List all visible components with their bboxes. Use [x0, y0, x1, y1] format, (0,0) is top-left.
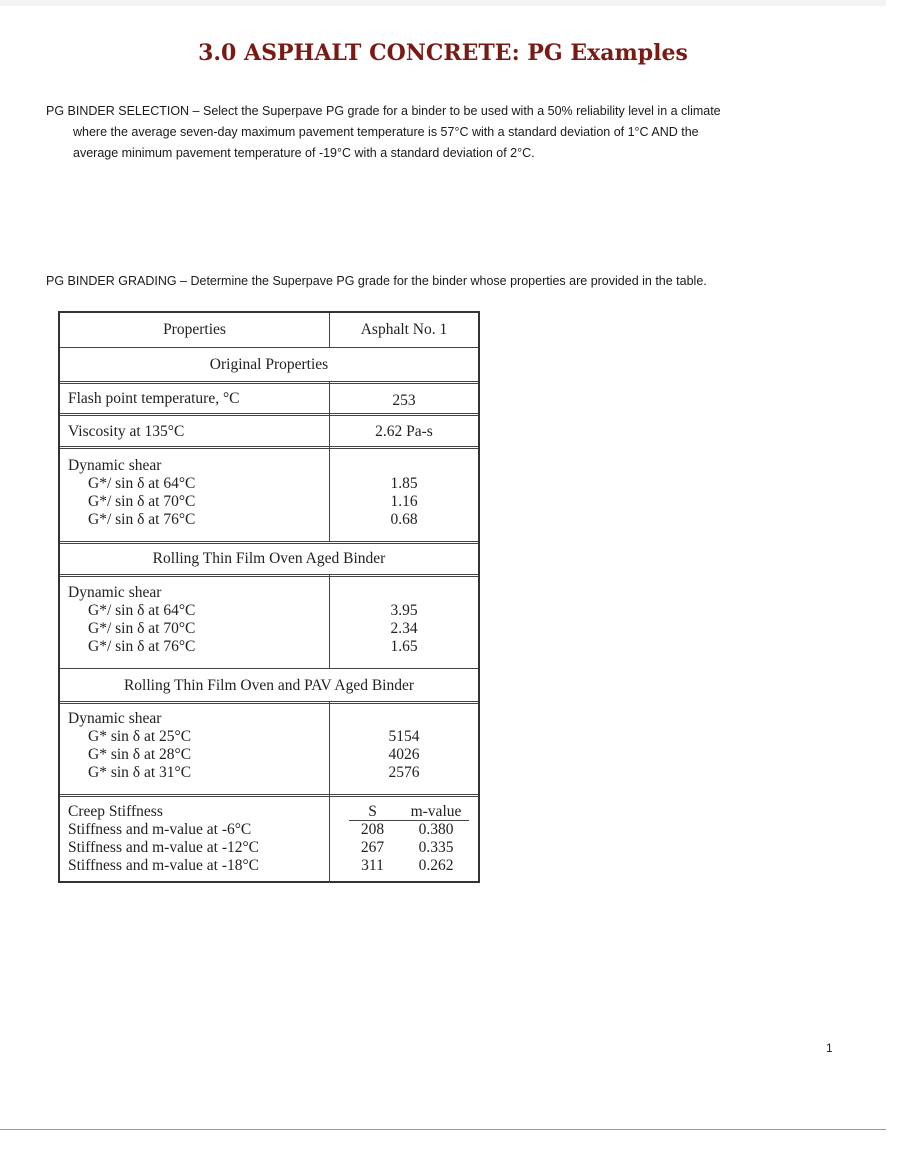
- section-pav-aged: Rolling Thin Film Oven and PAV Aged Binder: [123, 677, 415, 694]
- creep-stiffness-label: Creep Stiffness: [68, 803, 163, 820]
- header-asphalt-no-1: Asphalt No. 1: [360, 321, 448, 338]
- creep-m-value: 0.380: [418, 821, 454, 838]
- pav-dynamic-shear-value: 4026: [388, 746, 420, 763]
- creep-s-value: 311: [361, 857, 384, 874]
- rtfo-dynamic-shear-values: [330, 602, 478, 656]
- creep-s-header: S: [368, 803, 377, 820]
- table-rule: [60, 446, 478, 449]
- page-number: 1: [826, 1041, 833, 1055]
- header-properties: Properties: [163, 321, 226, 338]
- original-dynamic-shear-row-label: G*/ sin δ at 70°C: [88, 493, 196, 510]
- original-dynamic-shear-label: Dynamic shear: [68, 457, 162, 474]
- rtfo-dynamic-shear-row-label: G*/ sin δ at 64°C: [88, 602, 196, 619]
- original-dynamic-shear-group: [68, 457, 195, 529]
- pav-dynamic-shear-value: 2576: [388, 764, 420, 781]
- creep-stiffness-group: [68, 803, 259, 875]
- creep-m-header: m-value: [410, 803, 462, 820]
- original-dynamic-shear-value: 1.16: [390, 493, 418, 510]
- rtfo-dynamic-shear-label: Dynamic shear: [68, 584, 162, 601]
- table-rule: [60, 347, 478, 348]
- creep-m-value: 0.335: [418, 839, 454, 856]
- page-top-band: [0, 0, 886, 6]
- pav-dynamic-shear-row-label: G* sin δ at 31°C: [88, 764, 192, 781]
- original-dynamic-shear-row-label: G*/ sin δ at 76°C: [88, 511, 196, 528]
- original-dynamic-shear-value: 1.85: [390, 475, 418, 492]
- page-title: 3.0 ASPHALT CONCRETE: PG Examples: [198, 40, 688, 66]
- rtfo-dynamic-shear-row-label: G*/ sin δ at 76°C: [88, 638, 196, 655]
- creep-s-column: [345, 803, 400, 875]
- selection-line-2: where the average seven-day maximum pavement temperature is 57°C with a standard deviation of 1°C AND the: [73, 125, 699, 139]
- page-bottom-rule: [0, 1129, 886, 1130]
- section-original-properties: Original Properties: [209, 356, 329, 373]
- original-dynamic-shear-values: [330, 475, 478, 529]
- binder-properties-table: [58, 311, 480, 883]
- pav-dynamic-shear-label: Dynamic shear: [68, 710, 162, 727]
- table-rule: [60, 541, 478, 544]
- selection-line-1: PG BINDER SELECTION – Select the Superpave PG grade for a binder to be used with a 50% reliability level in a climate: [46, 104, 721, 118]
- creep-stiffness-row-label: Stiffness and m-value at -12°C: [68, 839, 260, 856]
- pav-dynamic-shear-row-label: G* sin δ at 25°C: [88, 728, 192, 745]
- pav-dynamic-shear-row-label: G* sin δ at 28°C: [88, 746, 192, 763]
- table-rule: [60, 794, 478, 797]
- creep-header-underline: [349, 820, 469, 821]
- flash-point-value: 253: [392, 392, 416, 409]
- table-rule: [60, 574, 478, 577]
- original-dynamic-shear-row-label: G*/ sin δ at 64°C: [88, 475, 196, 492]
- pav-dynamic-shear-values: [330, 728, 478, 782]
- creep-m-column: [396, 803, 476, 875]
- table-rule: [60, 381, 478, 384]
- original-dynamic-shear-value: 0.68: [390, 511, 418, 528]
- rtfo-dynamic-shear-row-label: G*/ sin δ at 70°C: [88, 620, 196, 637]
- rtfo-dynamic-shear-value: 1.65: [390, 638, 418, 655]
- table-divider: [329, 795, 330, 883]
- table-rule: [60, 413, 478, 416]
- rtfo-dynamic-shear-value: 2.34: [390, 620, 418, 637]
- table-rule: [60, 668, 478, 669]
- viscosity-label: Viscosity at 135°C: [68, 423, 185, 440]
- flash-point-label: Flash point temperature, °C: [68, 390, 240, 407]
- pav-dynamic-shear-group: [68, 710, 191, 782]
- creep-m-value: 0.262: [418, 857, 454, 874]
- rtfo-dynamic-shear-group: [68, 584, 195, 656]
- pav-dynamic-shear-value: 5154: [388, 728, 420, 745]
- viscosity-value: 2.62 Pa-s: [375, 423, 433, 440]
- binder-selection-problem: [46, 101, 836, 164]
- creep-stiffness-row-label: Stiffness and m-value at -6°C: [68, 821, 252, 838]
- table-rule: [60, 701, 478, 704]
- creep-s-value: 208: [360, 821, 385, 838]
- section-rtfo-aged: Rolling Thin Film Oven Aged Binder: [152, 550, 386, 567]
- creep-stiffness-row-label: Stiffness and m-value at -18°C: [68, 857, 260, 874]
- creep-s-value: 267: [360, 839, 385, 856]
- rtfo-dynamic-shear-value: 3.95: [390, 602, 418, 619]
- selection-line-3: average minimum pavement temperature of -19°C with a standard deviation of 2°C.: [73, 146, 535, 160]
- binder-grading-problem: PG BINDER GRADING – Determine the Superpave PG grade for the binder whose properties are provided in the table.: [46, 274, 707, 288]
